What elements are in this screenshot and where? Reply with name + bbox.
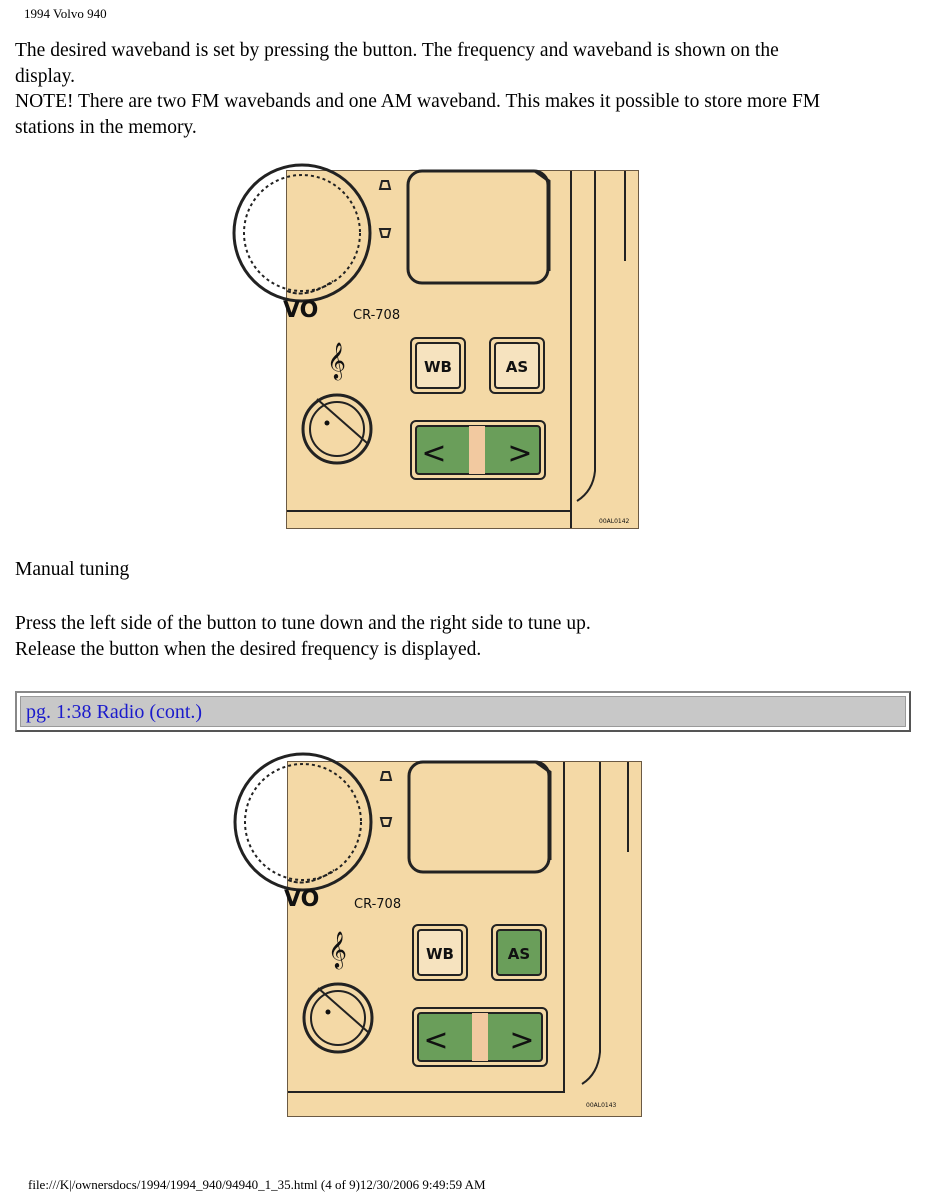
tune-down-arrow: <: [423, 1023, 449, 1058]
section-title: Manual tuning: [15, 559, 130, 580]
fader-front-icon: [380, 181, 390, 189]
brand-logo: VO: [284, 887, 320, 912]
radio-figure-waveband: [283, 170, 639, 529]
radio-figure-autostore: [284, 761, 642, 1117]
fader-front-icon: [381, 772, 391, 780]
brand-logo: VO: [283, 298, 319, 323]
treble-clef-icon: 𝄞: [328, 930, 347, 968]
figure-code: 00AL0143: [586, 1102, 617, 1109]
page-link-bar: [15, 691, 911, 732]
instruction-line-2: Release the button when the desired frequency is displayed.: [15, 639, 482, 660]
tune-up-arrow: >: [509, 1023, 535, 1058]
figure-code: 00AL0142: [599, 518, 630, 525]
tune-down-arrow: <: [421, 436, 447, 471]
wb-label: WB: [424, 358, 452, 376]
wb-label: WB: [426, 945, 454, 963]
as-label: AS: [505, 358, 529, 376]
instruction-line-1: Press the left side of the button to tune down and the right side to tune up.: [15, 613, 591, 634]
model-label: CR-708: [354, 897, 402, 912]
document-header: 1994 Volvo 940: [24, 6, 107, 21]
as-label: AS: [507, 945, 531, 963]
tune-up-arrow: >: [507, 436, 533, 471]
treble-clef-icon: 𝄞: [327, 341, 346, 379]
intro-line-1: The desired waveband is set by pressing the button. The frequency and waveband is shown on the: [15, 40, 779, 61]
file-path-footer: file:///K|/ownersdocs/1994/1994_940/94940_1_35.html (4 of 9)12/30/2006 9:49:59 AM: [28, 1177, 486, 1192]
intro-line-4: stations in the memory.: [15, 117, 197, 138]
intro-line-3: NOTE! There are two FM wavebands and one AM waveband. This makes it possible to store more FM: [15, 91, 821, 112]
fader-rear-icon: [380, 229, 390, 237]
fader-rear-icon: [381, 818, 391, 826]
intro-line-2: display.: [15, 66, 75, 87]
model-label: CR-708: [353, 308, 401, 323]
page-link[interactable]: pg. 1:38 Radio (cont.): [26, 701, 203, 723]
